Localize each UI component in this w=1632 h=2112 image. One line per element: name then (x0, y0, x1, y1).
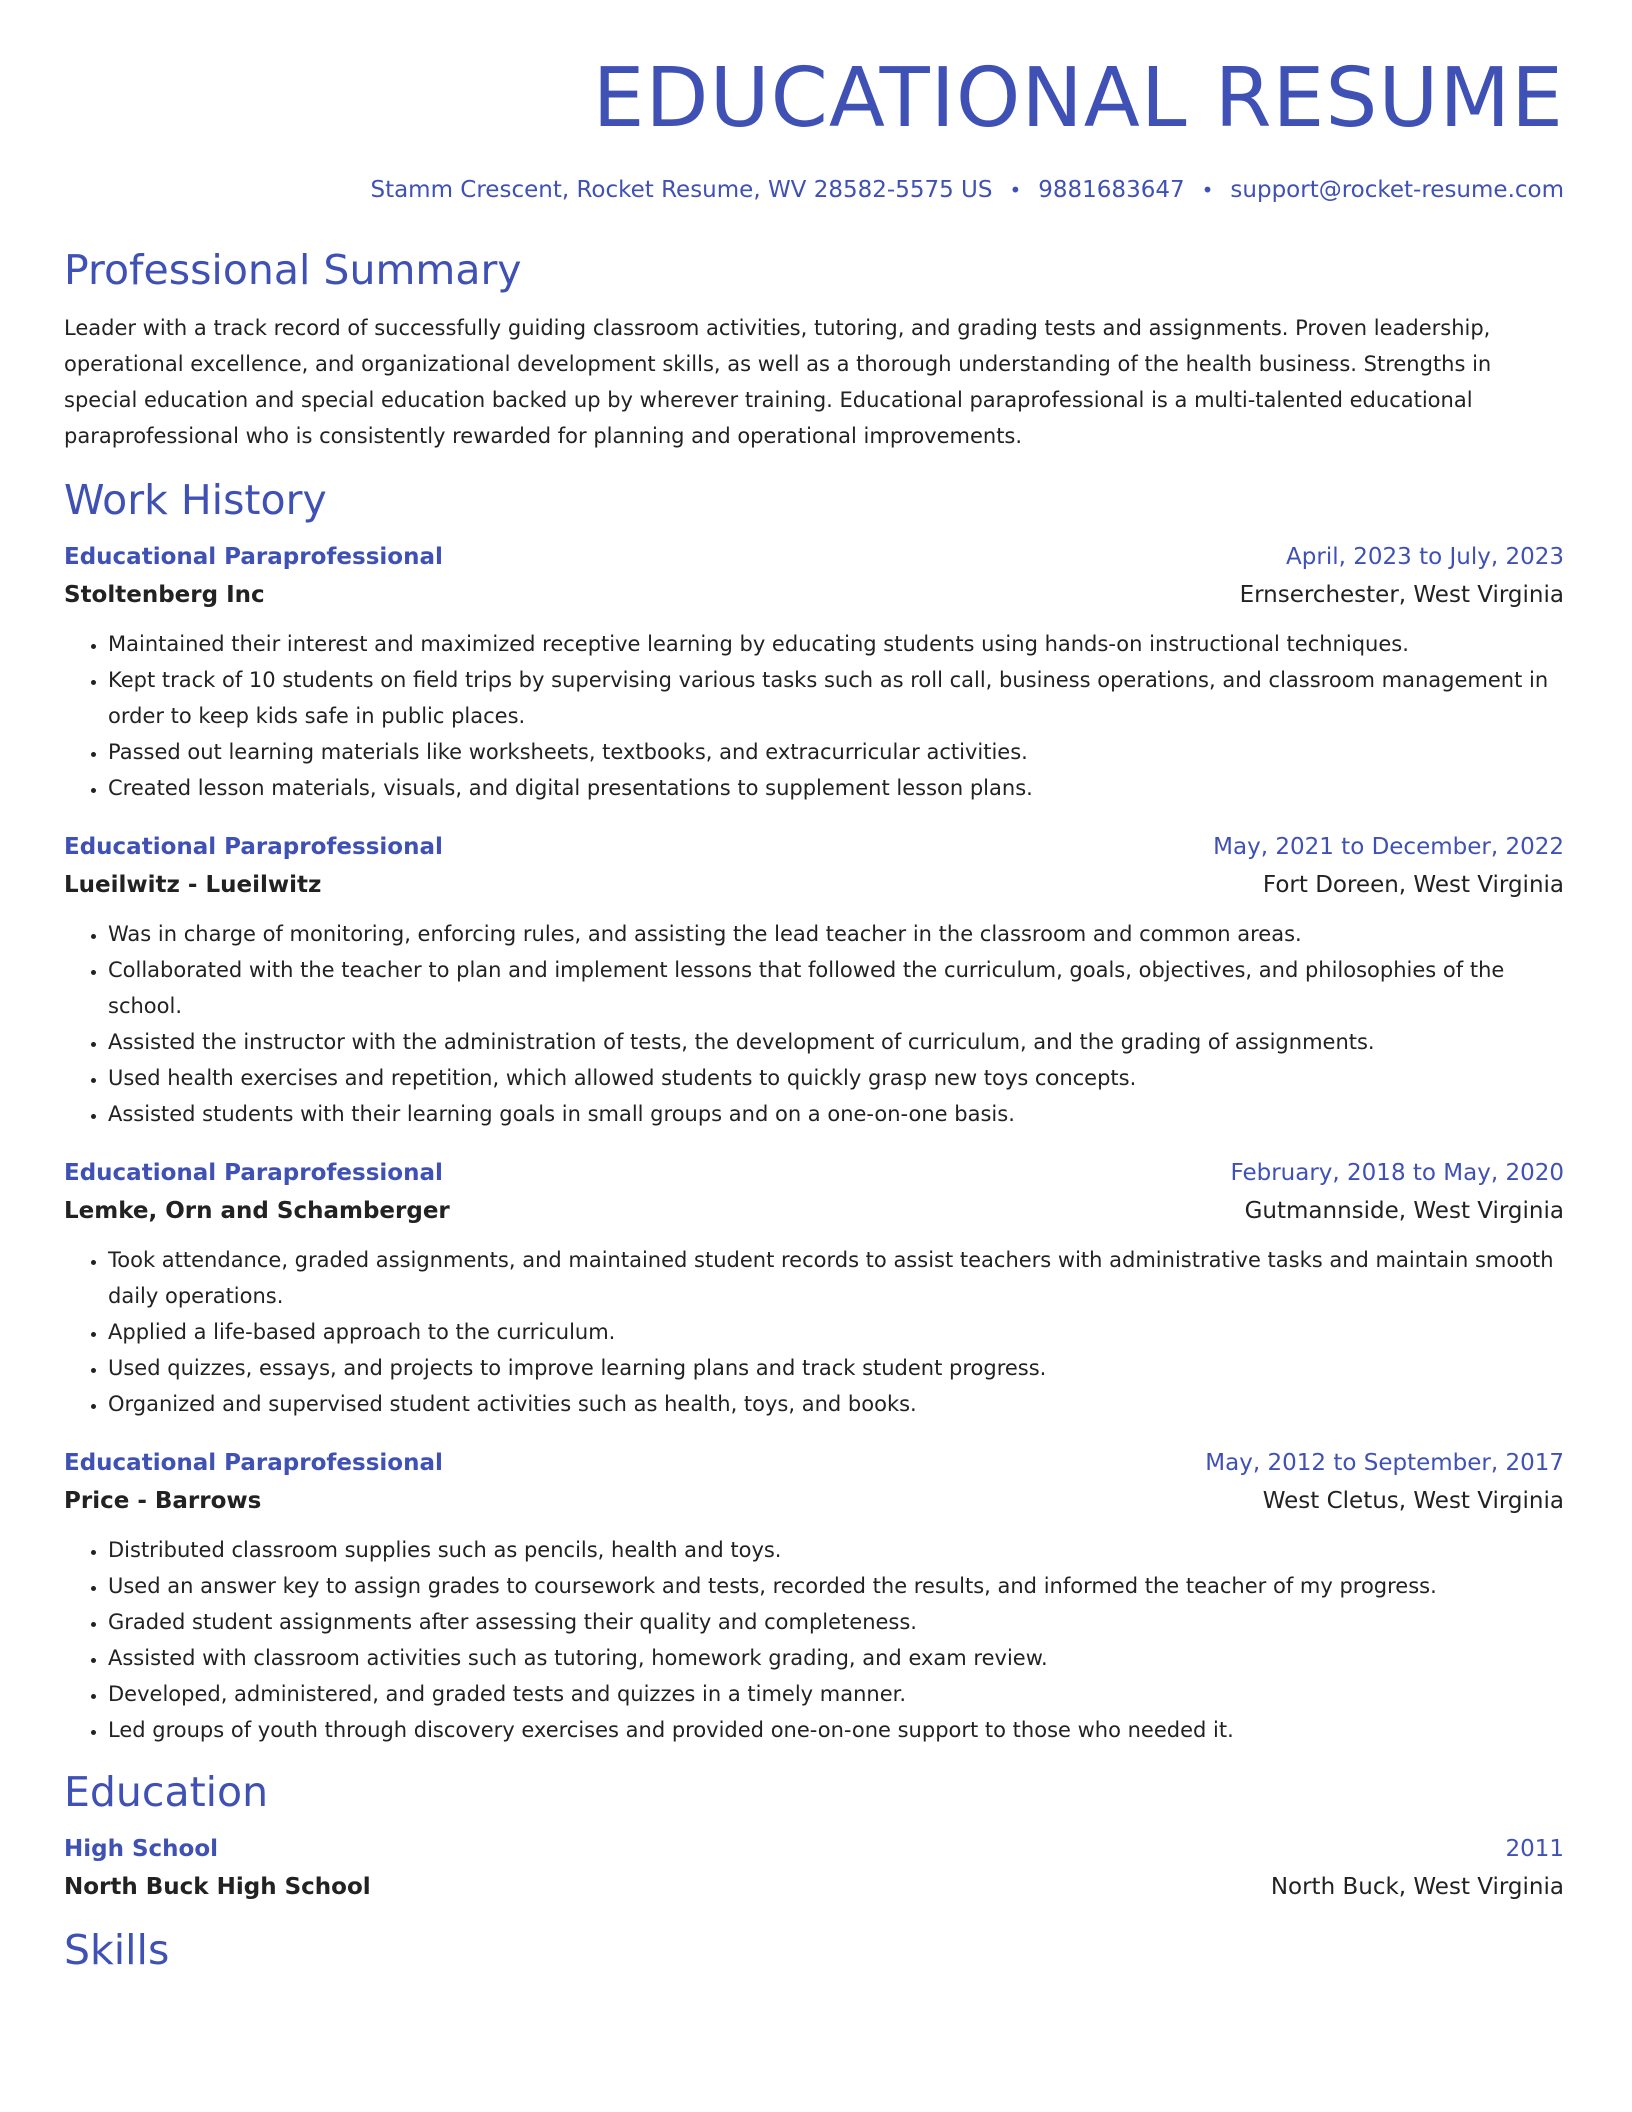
job-bullet: • Assisted students with their learning goals in small groups and on a one-on-one basis. (108, 1096, 1564, 1132)
job-bullets (64, 916, 1564, 1132)
job-bullet: • Collaborated with the teacher to plan and implement lessons that followed the curriculum, goals, objectives, and philosophies of the school. (108, 952, 1564, 1024)
job-company: Lemke, Orn and Schamberger (64, 1198, 450, 1224)
resume-name: EDUCATIONAL RESUME (592, 51, 1564, 146)
job-bullet: • Used quizzes, essays, and projects to improve learning plans and track student progress. (108, 1350, 1564, 1386)
education-heading: Education (64, 1768, 269, 1816)
job-title: Educational Paraprofessional (64, 834, 443, 860)
job-bullet: • Used an answer key to assign grades to coursework and tests, recorded the results, and informed the teacher of my progress. (108, 1568, 1564, 1604)
job-bullet: • Assisted the instructor with the administration of tests, the development of curriculum, and the grading of assignments. (108, 1024, 1564, 1060)
contact-separator: • (1009, 178, 1022, 202)
job-dates: May, 2021 to December, 2022 (1213, 834, 1564, 860)
job-location: West Cletus, West Virginia (1262, 1488, 1564, 1514)
job-entry (64, 1444, 1564, 1748)
job-company: Price - Barrows (64, 1488, 262, 1514)
education-year: 2011 (1505, 1836, 1564, 1862)
job-header (64, 538, 1564, 576)
job-bullet: • Was in charge of monitoring, enforcing rules, and assisting the lead teacher in the classroom and common areas. (108, 916, 1564, 952)
job-bullet: • Passed out learning materials like worksheets, textbooks, and extracurricular activities. (108, 734, 1564, 770)
education-location: North Buck, West Virginia (1270, 1874, 1564, 1900)
job-title: Educational Paraprofessional (64, 1160, 443, 1186)
job-bullet: • Organized and supervised student activities such as health, toys, and books. (108, 1386, 1564, 1422)
skills-heading: Skills (64, 1926, 170, 1974)
job-dates: May, 2012 to September, 2017 (1205, 1450, 1564, 1476)
job-header (64, 1154, 1564, 1192)
job-company: Stoltenberg Inc (64, 582, 265, 608)
contact-address: Stamm Crescent, Rocket Resume, WV 28582-5575 US (370, 177, 993, 203)
job-bullet: • Led groups of youth through discovery exercises and provided one-on-one support to those who needed it. (108, 1712, 1564, 1748)
education-school: North Buck High School (64, 1874, 371, 1900)
job-bullet: • Kept track of 10 students on field trips by supervising various tasks such as roll call, business operations, and classroom management in order to keep kids safe in public places. (108, 662, 1564, 734)
job-bullet: • Created lesson materials, visuals, and digital presentations to supplement lesson plans. (108, 770, 1564, 806)
job-subheader (64, 866, 1564, 904)
job-subheader (64, 576, 1564, 614)
job-bullet: • Used health exercises and repetition, which allowed students to quickly grasp new toys concepts. (108, 1060, 1564, 1096)
education-entry (64, 1830, 1564, 1906)
education-subheader (64, 1868, 1564, 1906)
job-bullets (64, 1532, 1564, 1748)
job-bullet: • Applied a life-based approach to the curriculum. (108, 1314, 1564, 1350)
education-header (64, 1830, 1564, 1868)
contact-line (64, 176, 1564, 204)
summary-heading: Professional Summary (64, 246, 522, 294)
job-bullet: • Graded student assignments after assessing their quality and completeness. (108, 1604, 1564, 1640)
work-history-heading: Work History (64, 476, 327, 524)
job-location: Ernserchester, West Virginia (1239, 582, 1564, 608)
job-bullet: • Developed, administered, and graded tests and quizzes in a timely manner. (108, 1676, 1564, 1712)
job-title: Educational Paraprofessional (64, 1450, 443, 1476)
contact-email: support@rocket-resume.com (1230, 177, 1564, 203)
resume-page (64, 0, 1564, 1974)
job-subheader (64, 1192, 1564, 1230)
job-entry (64, 1154, 1564, 1422)
job-bullet: • Distributed classroom supplies such as pencils, health and toys. (108, 1532, 1564, 1568)
contact-phone: 9881683647 (1038, 177, 1185, 203)
job-entry (64, 828, 1564, 1132)
education-degree: High School (64, 1836, 219, 1862)
job-header (64, 828, 1564, 866)
contact-separator: • (1201, 178, 1214, 202)
job-bullets (64, 1242, 1564, 1422)
job-dates: April, 2023 to July, 2023 (1286, 544, 1564, 570)
job-location: Fort Doreen, West Virginia (1262, 872, 1564, 898)
job-bullet: • Maintained their interest and maximized receptive learning by educating students using hands-on instructional techniques. (108, 626, 1564, 662)
job-title: Educational Paraprofessional (64, 544, 443, 570)
summary-text: Leader with a track record of successfully guiding classroom activities, tutoring, and grading tests and assignments. Proven leadership, operational excellence, and organizational development skills, as well as a thorough understanding of the health business. Strengths in special education and special education backed up by wherever training. Educational paraprofessional is a multi-talented educational paraprofessional who is consistently rewarded for planning and operational improvements. (64, 316, 1492, 448)
job-header (64, 1444, 1564, 1482)
job-entry (64, 538, 1564, 806)
job-bullets (64, 626, 1564, 806)
job-subheader (64, 1482, 1564, 1520)
job-bullet: • Took attendance, graded assignments, and maintained student records to assist teachers with administrative tasks and maintain smooth daily operations. (108, 1242, 1564, 1314)
job-bullet: • Assisted with classroom activities such as tutoring, homework grading, and exam review. (108, 1640, 1564, 1676)
job-company: Lueilwitz - Lueilwitz (64, 872, 322, 898)
job-dates: February, 2018 to May, 2020 (1230, 1160, 1564, 1186)
job-location: Gutmannside, West Virginia (1244, 1198, 1564, 1224)
